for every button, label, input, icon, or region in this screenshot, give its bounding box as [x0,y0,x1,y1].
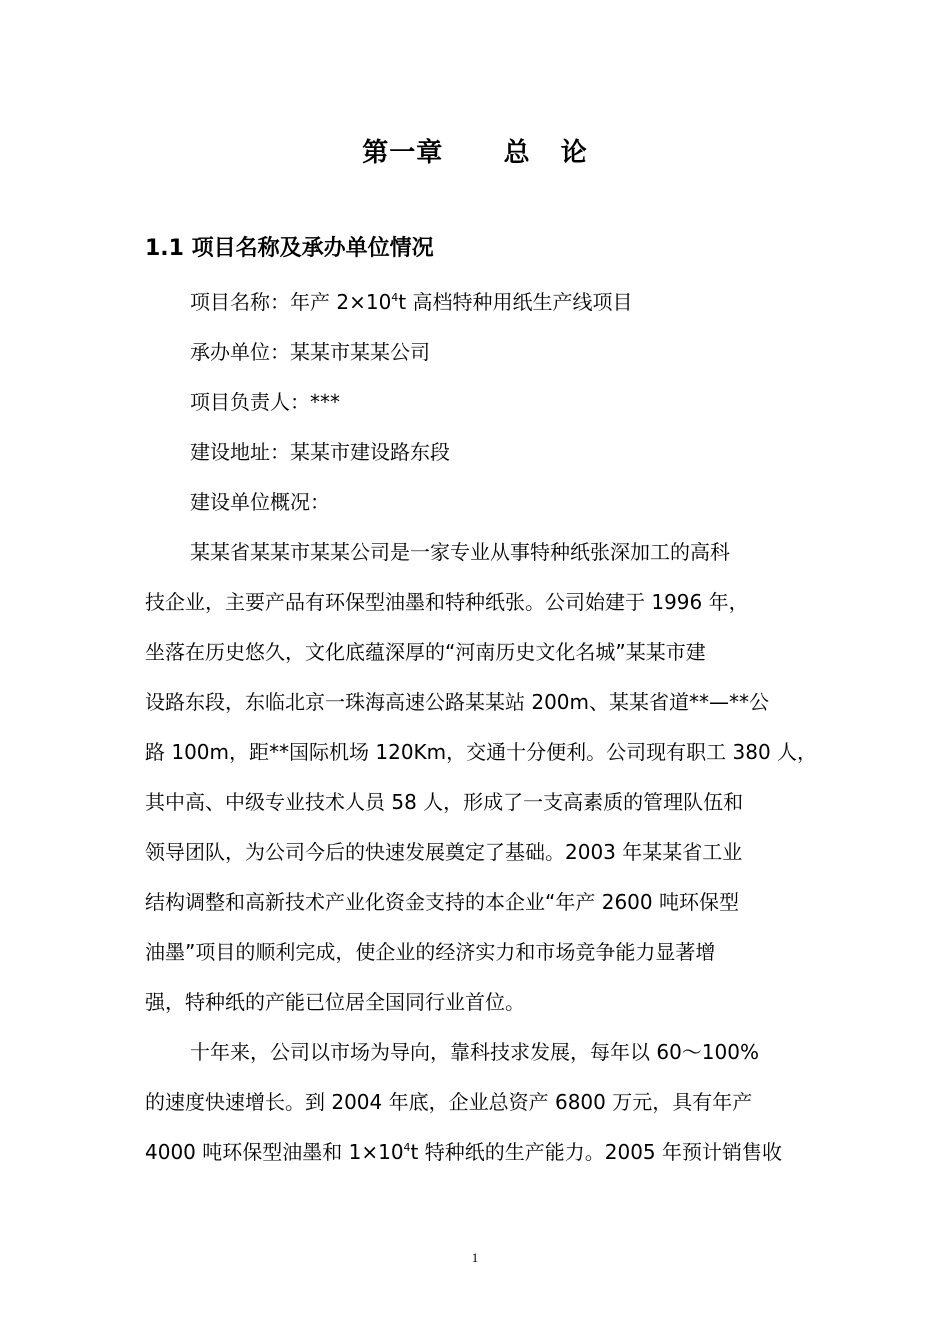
field-label: 建设地址： [190,440,290,464]
paragraph-line: 路 100m，距**国际机场 120Km，交通十分便利。公司现有职工 380 人， [145,740,818,764]
paragraph-line [145,1136,782,1165]
field-undertaking-unit [190,336,430,365]
chapter-title: 第一章 总 论 [362,138,588,168]
paragraph-line: 的速度快速增长。到 2004 年底，企业总资产 6800 万元，具有年产 [145,1090,753,1114]
field-value: 某某市建设路东段 [290,440,450,464]
paragraph-line: 坐落在历史悠久，文化底蕴深厚的“河南历史文化名城”某某市建 [145,640,706,664]
text-run: 4000 吨环保型油墨和 1×10 [145,1140,404,1164]
superscript: 4 [403,1141,411,1154]
paragraph-line: 强，特种纸的产能已位居全国同行业首位。 [145,990,525,1014]
paragraph-line: 结构调整和高新技术产业化资金支持的本企业“年产 2600 吨环保型 [145,890,739,914]
page-number: 1 [471,1250,479,1265]
paragraph-line: 某某省某某市某某公司是一家专业从事特种纸张深加工的高科 [190,540,730,564]
field-unit-overview [190,486,330,515]
text-run: t 特种纸的生产能力。2005 年预计销售收 [410,1140,783,1164]
field-construction-address [190,436,450,465]
paragraph-line: 设路东段，东临北京一珠海高速公路某某站 200m、某某省道**—**公 [145,690,770,714]
field-label: 建设单位概况： [190,490,330,514]
paragraph-line: 油墨”项目的顺利完成，使企业的经济实力和市场竞争能力显著增 [145,940,716,964]
field-value: 年产 2×10 [290,290,392,314]
paragraph-line: 技企业，主要产品有环保型油墨和特种纸张。公司始建于 1996 年， [145,590,749,614]
paragraph-line: 领导团队，为公司今后的快速发展奠定了基础。2003 年某某省工业 [145,840,743,864]
field-value: *** [310,390,340,414]
field-label: 项目名称： [190,290,290,314]
field-project-name [190,286,633,315]
field-label: 承办单位： [190,340,290,364]
section-heading: 1.1 项目名称及承办单位情况 [145,236,434,261]
paragraph-line: 十年来，公司以市场为导向，靠科技求发展，每年以 60～100% [190,1040,759,1064]
paragraph-line: 其中高、中级专业技术人员 58 人，形成了一支高素质的管理队伍和 [145,790,744,814]
field-label: 项目负责人： [190,390,310,414]
field-value: t 高档特种用纸生产线项目 [398,290,633,314]
superscript: 4 [391,291,399,304]
field-project-leader [190,386,340,415]
field-value: 某某市某某公司 [290,340,430,364]
